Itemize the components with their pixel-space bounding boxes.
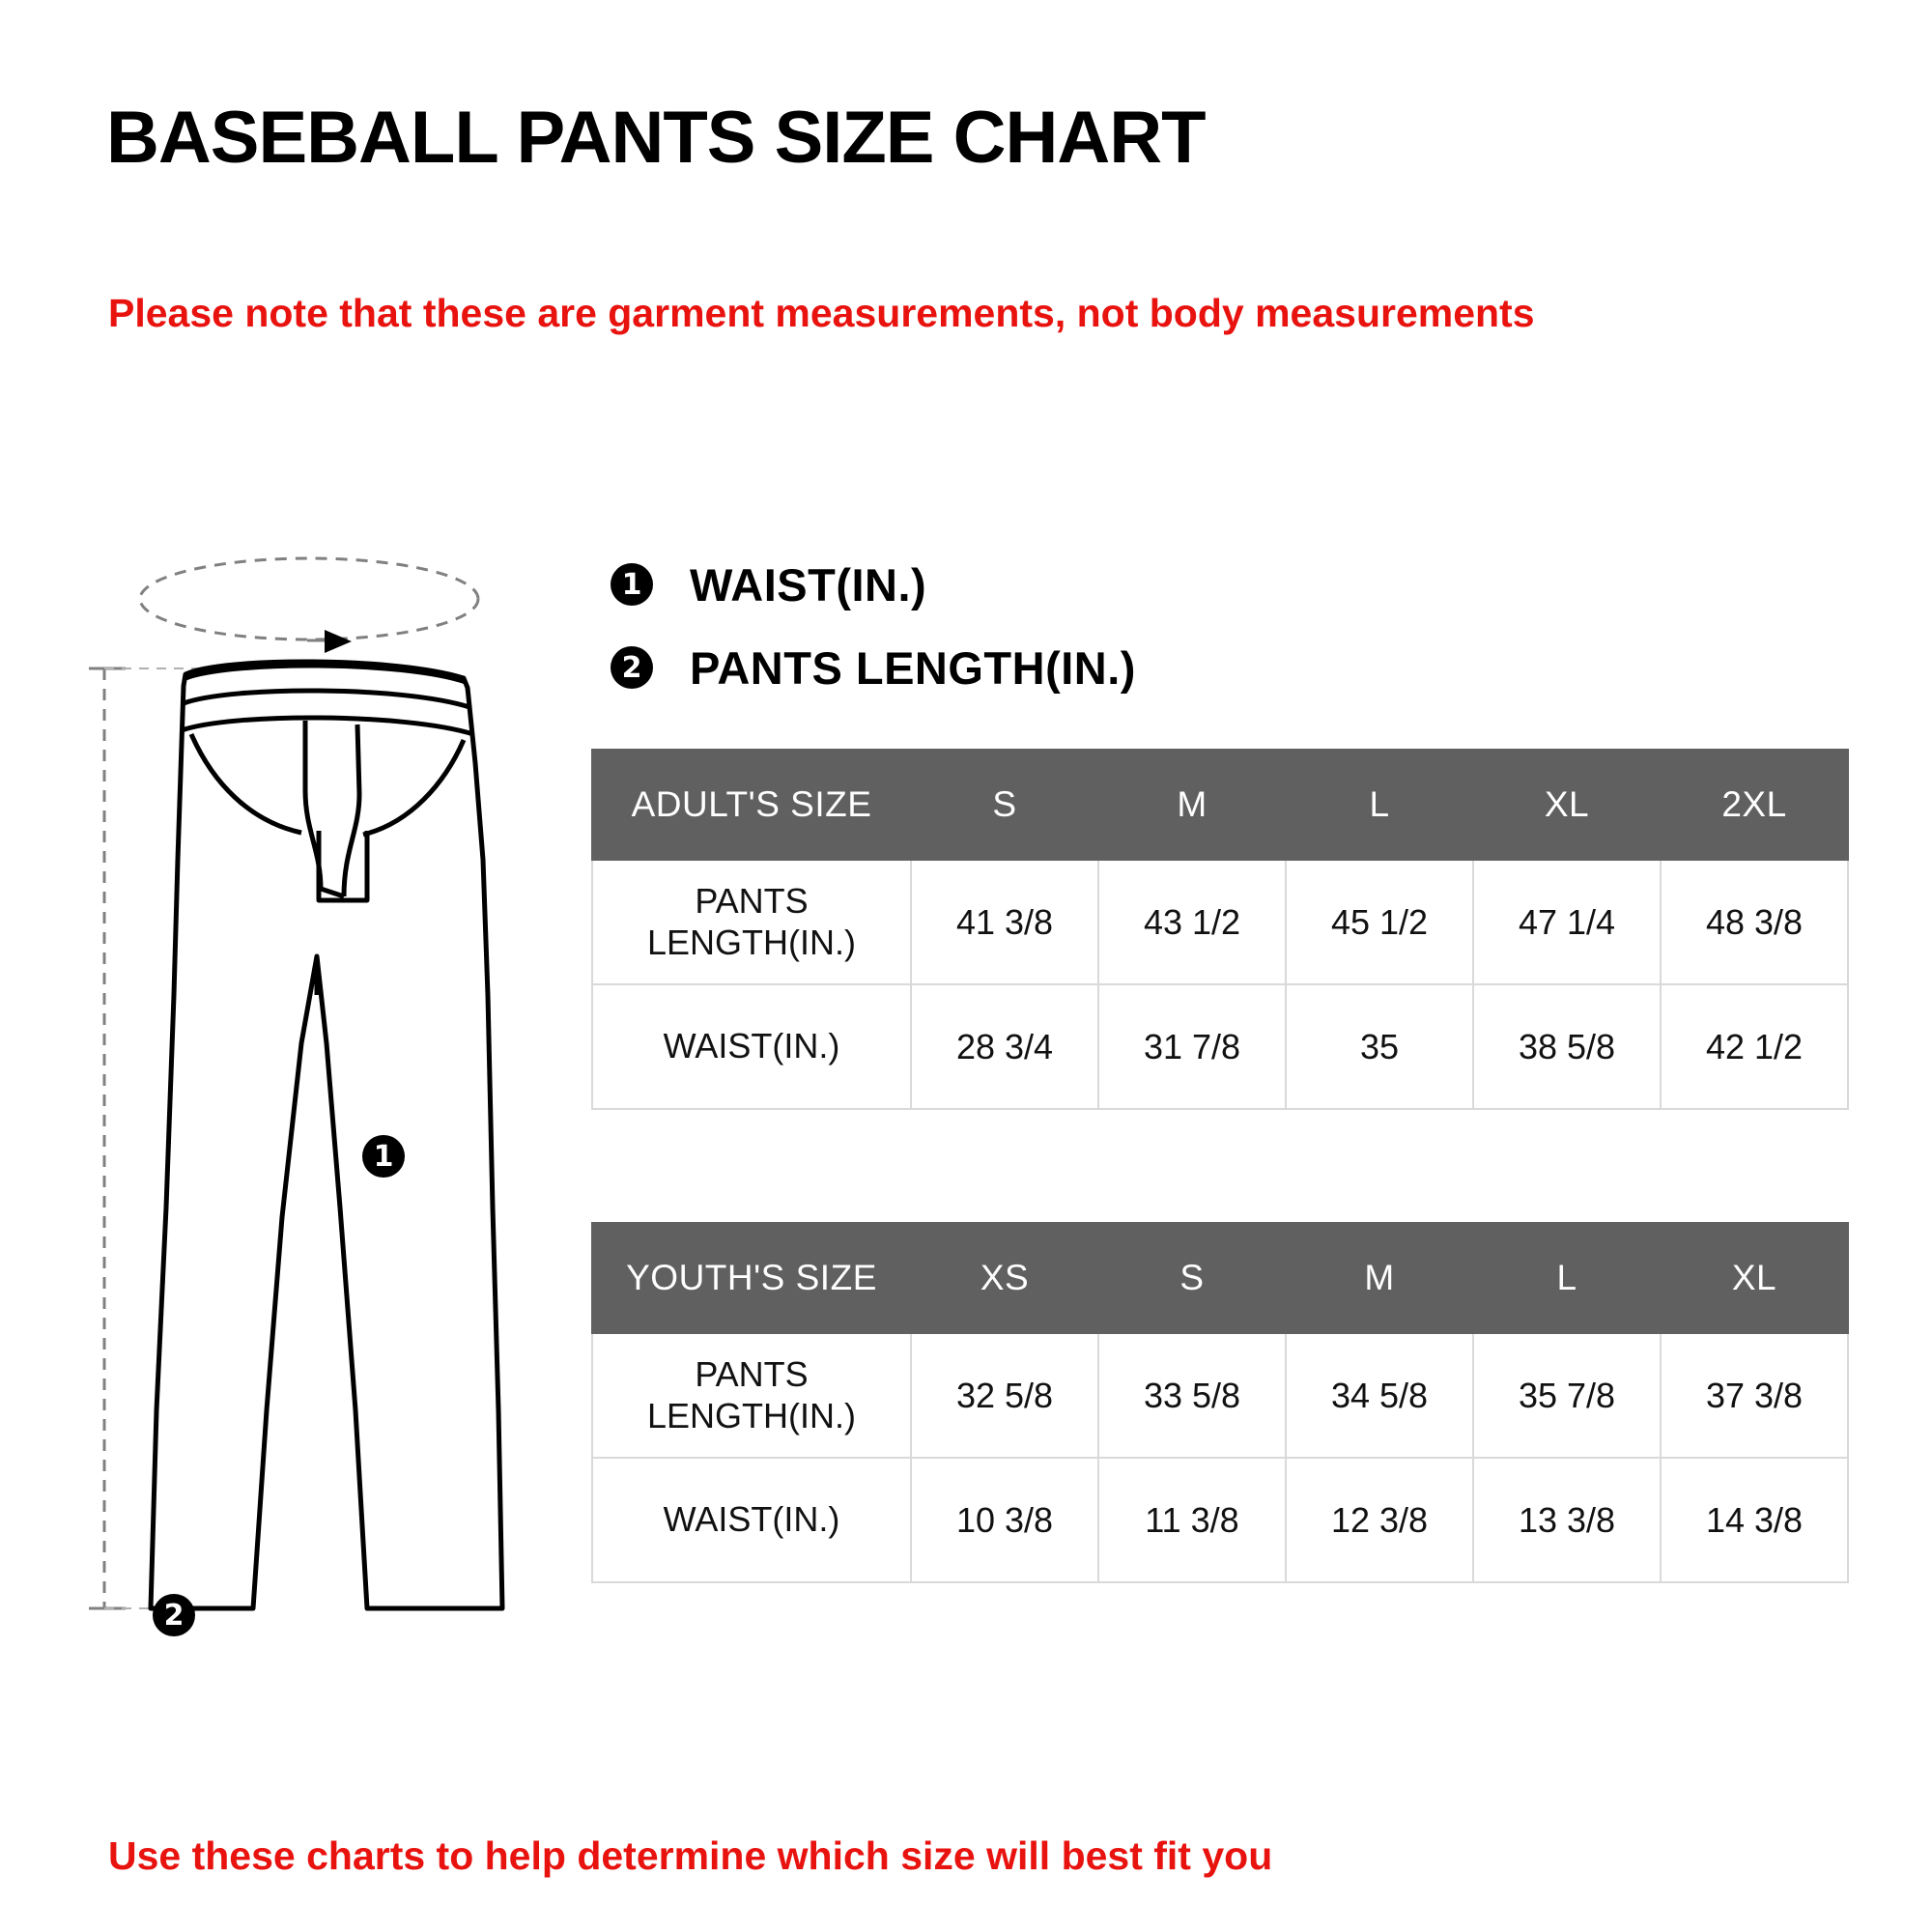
legend-label-waist: WAIST(IN.) [690,558,927,611]
table-row [592,860,1848,984]
youth-col-xs: XS [911,1223,1098,1333]
legend-item-pants-length [611,626,1383,709]
adult-waist-m: 31 7/8 [1098,984,1286,1109]
pants-diagram [77,541,580,1652]
adult-row-label-waist: WAIST(IN.) [592,984,911,1109]
youth-row-label-pants-length: PANTS LENGTH(IN.) [592,1333,911,1458]
youth-waist-m: 12 3/8 [1286,1458,1473,1582]
youth-waist-l: 13 3/8 [1473,1458,1661,1582]
adult-col-l: L [1286,750,1473,860]
number-one-icon: 1 [611,563,653,606]
adult-size-header: ADULT'S SIZE [592,750,911,860]
youth-waist-xl: 14 3/8 [1661,1458,1848,1582]
page-title: BASEBALL PANTS SIZE CHART [106,97,1206,179]
table-row [592,1333,1848,1458]
adult-col-xl: XL [1473,750,1661,860]
adult-size-table [591,749,1849,1110]
adult-row-label-pants-length: PANTS LENGTH(IN.) [592,860,911,984]
table-row [592,1458,1848,1582]
table-header-row [592,750,1848,860]
youth-size-header: YOUTH'S SIZE [592,1223,911,1333]
adult-pants-length-xl: 47 1/4 [1473,860,1661,984]
youth-col-m: M [1286,1223,1473,1333]
youth-pants-length-xs: 32 5/8 [911,1333,1098,1458]
adult-waist-l: 35 [1286,984,1473,1109]
diagram-length-marker: 2 [153,1594,195,1636]
adult-pants-length-s: 41 3/8 [911,860,1098,984]
number-two-icon: 2 [611,646,653,689]
youth-waist-s: 11 3/8 [1098,1458,1286,1582]
legend-item-waist [611,543,1383,626]
youth-col-s: S [1098,1223,1286,1333]
table-row [592,984,1848,1109]
adult-pants-length-2xl: 48 3/8 [1661,860,1848,984]
diagram-waist-marker: 1 [362,1135,405,1178]
adult-waist-xl: 38 5/8 [1473,984,1661,1109]
youth-pants-length-l: 35 7/8 [1473,1333,1661,1458]
youth-col-xl: XL [1661,1223,1848,1333]
adult-waist-2xl: 42 1/2 [1661,984,1848,1109]
adult-waist-s: 28 3/4 [911,984,1098,1109]
youth-col-l: L [1473,1223,1661,1333]
youth-pants-length-xl: 37 3/8 [1661,1333,1848,1458]
youth-pants-length-s: 33 5/8 [1098,1333,1286,1458]
adult-col-s: S [911,750,1098,860]
adult-col-2xl: 2XL [1661,750,1848,860]
youth-waist-xs: 10 3/8 [911,1458,1098,1582]
adult-pants-length-l: 45 1/2 [1286,860,1473,984]
adult-pants-length-m: 43 1/2 [1098,860,1286,984]
footer-note: Use these charts to help determine which size will best fit you [108,1833,1273,1878]
youth-row-label-waist: WAIST(IN.) [592,1458,911,1582]
table-header-row [592,1223,1848,1333]
adult-col-m: M [1098,750,1286,860]
garment-measurement-note: Please note that these are garment measurements, not body measurements [108,291,1535,335]
youth-size-table [591,1222,1849,1583]
pants-illustration-svg [77,541,580,1652]
measurement-legend [611,543,1383,709]
legend-label-pants-length: PANTS LENGTH(IN.) [690,641,1136,694]
youth-pants-length-m: 34 5/8 [1286,1333,1473,1458]
